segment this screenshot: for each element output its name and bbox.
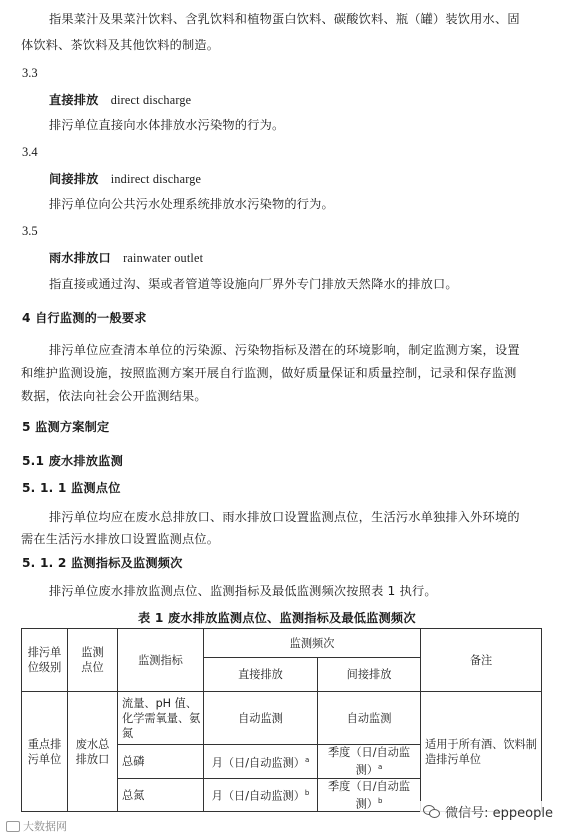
term-heading	[49, 91, 191, 108]
cell-indirect: 季度（日/自动监 测）$^b$	[318, 778, 421, 812]
header-indicator: 监测指标	[118, 629, 204, 692]
cell-indicator: 流量、pH 值、 化学需氧量、氨 氮	[118, 692, 204, 745]
term-heading	[49, 249, 203, 266]
term-definition: 排污单位直接向水体排放水污染物的行为。	[49, 118, 285, 132]
paragraph-line: 需在生活污水排放口设置监测点位。	[21, 532, 220, 546]
term-en: indirect discharge	[110, 172, 202, 186]
header-indirect: 间接排放	[318, 658, 421, 692]
camera-icon	[6, 821, 20, 832]
cell-indicator: 总氮	[118, 778, 204, 812]
term-en: direct discharge	[110, 93, 192, 107]
term-heading	[49, 170, 201, 187]
term-cn: 雨水排放口	[49, 251, 111, 265]
section-heading: 5 监测方案制定	[22, 420, 110, 434]
subsection-heading: 5.1 废水排放监测	[22, 454, 123, 468]
header-level: 排污单 位级别	[22, 629, 68, 692]
wechat-id: 微信号: eppeople	[445, 806, 553, 821]
paragraph-line: 数据，依法向社会公开监测结果。	[21, 389, 207, 403]
paragraph-line: 排污单位应查清本单位的污染源、污染物指标及潜在的环境影响，制定监测方案，设置	[49, 343, 520, 357]
cell-remark: 适用于所有酒、饮料制 造排污单位	[421, 692, 542, 812]
paragraph-line: 排污单位均应在废水总排放口、雨水排放口设置监测点位，生活污水单独排入外环境的	[49, 510, 520, 524]
term-en: rainwater outlet	[123, 251, 204, 265]
subsection-heading: 5. 1. 1 监测点位	[22, 481, 121, 495]
source-watermark	[6, 818, 67, 834]
intro-line-1: 指果菜汁及果菜汁饮料、含乳饮料和植物蛋白饮料、碳酸饮料、瓶（罐）装饮用水、固	[49, 12, 520, 26]
cell-indicator: 总磷	[118, 745, 204, 779]
section-heading: 4 自行监测的一般要求	[22, 311, 147, 325]
clause-number: 3.3	[22, 66, 38, 80]
cell-direct: 月（日/自动监测）$^b$	[204, 778, 318, 812]
header-point: 监测 点位	[68, 629, 118, 692]
header-frequency: 监测频次	[204, 629, 421, 658]
cell-direct: 自动监测	[204, 692, 318, 745]
header-remark: 备注	[421, 629, 542, 692]
cell-direct: 月（日/自动监测）$^a$	[204, 745, 318, 779]
clause-number: 3.5	[22, 224, 38, 238]
term-cn: 直接排放	[49, 93, 99, 107]
cell-level: 重点排 污单位	[22, 692, 68, 812]
cell-indirect: 自动监测	[318, 692, 421, 745]
term-definition: 排污单位向公共污水处理系统排放水污染物的行为。	[49, 197, 334, 211]
clause-number: 3.4	[22, 145, 38, 159]
source-label: 大数据网	[23, 820, 67, 833]
cell-point: 废水总 排放口	[68, 692, 118, 812]
intro-line-2: 体饮料、茶饮料及其他饮料的制造。	[21, 38, 220, 52]
subsection-heading: 5. 1. 2 监测指标及监测频次	[22, 556, 183, 570]
wechat-icon	[423, 805, 441, 819]
header-direct: 直接排放	[204, 658, 318, 692]
wechat-watermark	[420, 801, 556, 822]
table-caption: 表 1 废水排放监测点位、监测指标及最低监测频次	[138, 611, 416, 625]
paragraph-line: 排污单位废水排放监测点位、监测指标及最低监测频次按照表 1 执行。	[49, 584, 437, 598]
paragraph-line: 和维护监测设施，按照监测方案开展自行监测，做好质量保证和质量控制，记录和保存监测	[21, 366, 517, 380]
monitoring-table	[21, 628, 542, 812]
table-row	[22, 692, 542, 745]
term-definition: 指直接或通过沟、渠或者管道等设施向厂界外专门排放天然降水的排放口。	[49, 277, 458, 291]
cell-indirect: 季度（日/自动监 测）$^a$	[318, 745, 421, 779]
term-cn: 间接排放	[49, 172, 99, 186]
